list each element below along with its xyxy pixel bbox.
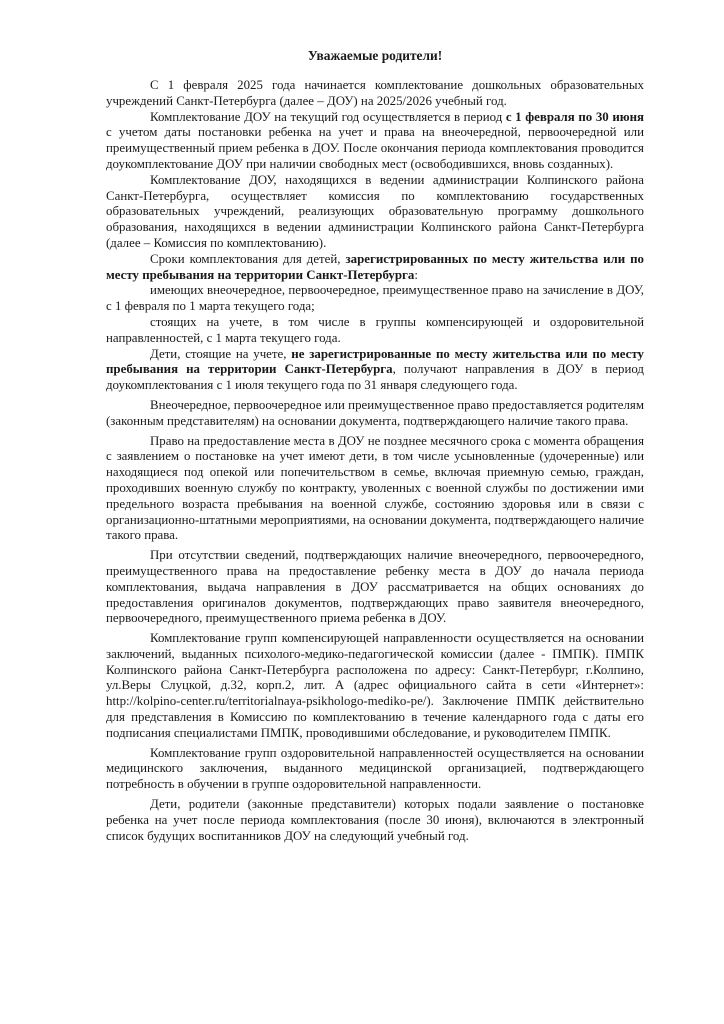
paragraph xyxy=(106,548,644,627)
paragraph-text: Право на предоставление места в ДОУ не позднее месячного срока с момента обращения с заявлением о постановке на учет имеют дети, в том числе усыновленные (удочеренные) или находящиеся под опекой или попечительством в семье, включая приемную семью, граждан, проходивших военную службу по контракту, уволенных с военной службы по достижении ими предельного возраста пребывания на военной службе, состоянию здоровья или в связи с организационно-штатными мероприятиями, на основании документа, подтверждающего наличие такого права. xyxy=(106,433,644,543)
paragraph-text: стоящих на учете, в том числе в группы компенсирующей и оздоровительной направленностей, с 1 марта текущего года. xyxy=(106,314,644,345)
paragraph xyxy=(106,283,644,315)
paragraph-text: Комплектование групп компенсирующей направленности осуществляется на основании заключений, выданных психолого-медико-педагогической комиссии (далее - ПМПК). ПМПК Колпинского района Санкт-Петербурга расположена по адресу: Санкт-Петербург, г.Колпино, ул.Веры Слуцкой, д.32, корп.2, лит. А (адрес официального сайта в сети «Интернет»: http://kolpino-center.ru/territorialnaya-psikhologo-mediko-pe/). Заключение ПМПК действительно для представления в Комиссию по комплектованию в течение календарного года с даты его подписания специалистами ПМПК, проводившими обследование, и руководителем ПМПК. xyxy=(106,631,644,740)
paragraph-text: С 1 февраля 2025 года начинается комплектование дошкольных образовательных учреждений Санкт-Петербурга (далее – ДОУ) на 2025/2026 учебный год. xyxy=(106,78,644,108)
document-title: Уважаемые родители! xyxy=(307,48,443,63)
paragraph xyxy=(106,631,644,742)
paragraph-text: : xyxy=(414,267,418,282)
paragraph xyxy=(106,110,644,173)
paragraph xyxy=(106,173,644,252)
document-body xyxy=(106,78,644,844)
paragraph xyxy=(106,252,644,284)
bold-text: не зарегистрированные по месту жительства или по месту пребывания на территории Санкт-Петербурга xyxy=(106,346,645,377)
paragraph-text: Комплектование групп оздоровительной направленностей осуществляется на основании медицинского заключения, выданного медицинской организацией, подтверждающего потребность в обучении в группе оздоровительной направленности. xyxy=(106,745,644,792)
paragraph-text: имеющих внеочередное, первоочередное, преимущественное право на зачисление в ДОУ, с 1 февраля по 1 марта текущего года; xyxy=(106,283,644,314)
bold-text: с 1 февраля по 30 июня xyxy=(505,109,644,124)
paragraph xyxy=(106,398,644,430)
paragraph-text: с учетом даты постановки ребенка на учет и права на внеочередной, первоочередной или преимущественный прием ребенка в ДОУ. После окончания периода комплектования проводится доукомплектование ДОУ при наличии свободных мест (освободившихся, вновь созданных). xyxy=(106,125,644,171)
paragraph xyxy=(106,347,644,394)
paragraph-text: Сроки комплектования для детей, xyxy=(150,251,346,266)
paragraph xyxy=(106,315,644,347)
paragraph-text: При отсутствии сведений, подтверждающих наличие внеочередного, первоочередного, преимущественного права на предоставление ребенку места в ДОУ до начала периода комплектования, выдача направления в ДОУ рассматривается на общих основаниях до предоставления оригиналов документов, подтверждающих право заявителя внеочередного, первоочередного, преимущественного приема ребенка в ДОУ. xyxy=(106,548,644,626)
paragraph-text: Комплектование ДОУ, находящихся в ведении администрации Колпинского района Санкт-Петербурга, осуществляет комиссия по комплектованию государственных образовательных учреждений, реализующих образовательную программу дошкольного образования, находящихся в ведении администрации Колпинского района Санкт-Петербурга (далее – Комиссия по комплектованию). xyxy=(106,172,644,250)
bold-text: зарегистрированных по месту жительства или по месту пребывания на территории Санкт-Петербурга xyxy=(106,251,644,282)
paragraph-text: Комплектование ДОУ на текущий год осуществляется в период xyxy=(150,109,506,124)
paragraph xyxy=(106,797,644,844)
paragraph-text: Дети, стоящие на учете, xyxy=(150,346,292,361)
paragraph xyxy=(106,746,644,793)
paragraph-text: , получают направления в ДОУ в период доукомплектования с 1 июля текущего года по 31 января следующего года. xyxy=(106,362,644,393)
paragraph xyxy=(106,434,644,545)
paragraph xyxy=(106,78,644,110)
paragraph-text: Дети, родители (законные представители) которых подали заявление о постановке ребенка на учет после периода комплектования (после 30 июня), включаются в электронный список будущих воспитанников ДОУ на следующий учебный год. xyxy=(106,797,644,843)
paragraph-text: Внеочередное, первоочередное или преимущественное право предоставляется родителям (законным представителям) на основании документа, подтверждающего наличие такого права. xyxy=(106,397,644,428)
